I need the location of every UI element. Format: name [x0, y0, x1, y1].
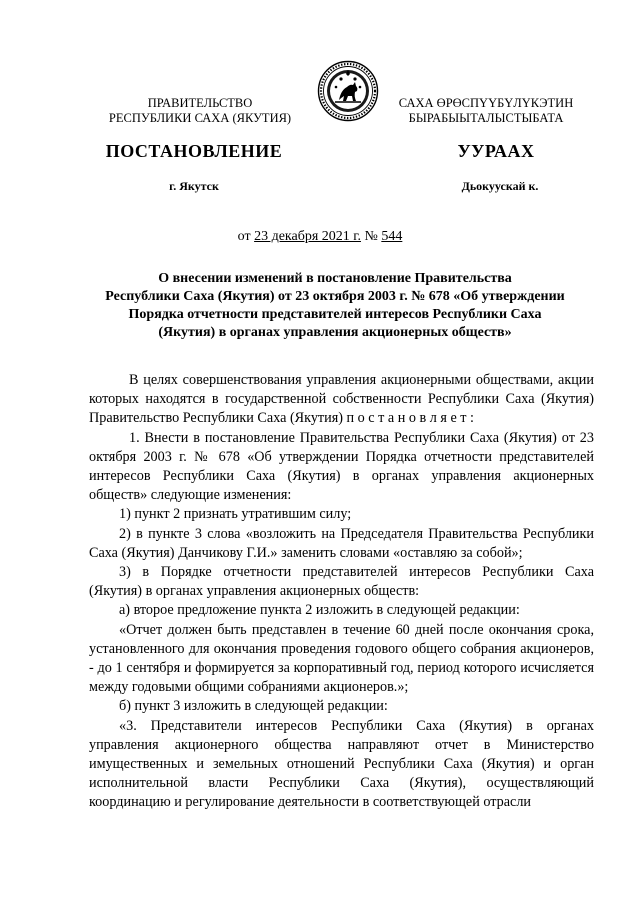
body-list-item: 2) в пункте 3 слова «возложить на Председателя Правительства Республики Саха (Якутия) Данчикову Г.И.» заменить словами «оставляю за собой»;: [89, 525, 594, 561]
body-quote: «Отчет должен быть представлен в течение 60 дней после окончания срока, установленного для окончания проведения годового общего собрания акционеров, - до 1 сентября и формируется за корпоративный год, период которого исчисляется между годовыми общими собраниями акционеров.»;: [89, 621, 594, 696]
header-right-line2: БЫРАБЫЫТАЛЫСТЫБАТА: [408, 111, 564, 125]
header-left: [80, 96, 320, 126]
body-list-item: 1) пункт 2 признать утратившим силу;: [119, 506, 352, 523]
city-ru: г. Якутск: [169, 179, 219, 193]
document-date: 23 декабря 2021 г.: [254, 229, 361, 244]
header-right: [366, 96, 606, 126]
body-paragraph: В целях совершенствования управления акционерными обществами, акции которых находятся в государственной собственности Республики Саха (Якутия) Правительство Республики Саха (Якутия) п о с т а н о в л я е т :: [89, 372, 594, 427]
dateline-prefix: от: [237, 229, 251, 244]
body-list-item: 3) в Порядке отчетности представителей интересов Республики Саха (Якутия) в органах управления акционерных обществ:: [89, 564, 594, 600]
subject-line: Республики Саха (Якутия) от 23 октября 2003 г. № 678 «Об утверждении: [105, 289, 565, 304]
document-subject: [85, 270, 585, 342]
document-title-sah: УУРААХ: [457, 141, 535, 161]
document-title-ru: ПОСТАНОВЛЕНИЕ: [105, 141, 283, 161]
header-left-line1: ПРАВИТЕЛЬСТВО: [147, 96, 253, 110]
subject-line: (Якутия) в органах управления акционерных обществ»: [158, 325, 512, 340]
body-quote: «3. Представители интересов Республики Саха (Якутия) в органах управления акционерного общества направляют отчет в Министерство имущественных и земельных отношений Республики Саха (Якутия) и орган исполнительной власти Республики Саха (Якутия), осуществляющий координацию и регулирование деятельности в соответствующей отрасли: [89, 717, 594, 811]
document-dateline: [0, 229, 640, 245]
body-paragraph: 1. Внести в постановление Правительства Республики Саха (Якутия) от 23 октября 2003 г. № 678 «Об утверждении Порядка отчетности представителей интересов Республики Саха (Якутия) в органах управления акционерных обществ» следующие изменения:: [89, 429, 594, 504]
number-sign: №: [364, 229, 378, 244]
header-right-line1: САХА ӨРӨСПҮҮБҮЛҮКЭТИН: [398, 96, 574, 110]
body-list-item: а) второе предложение пункта 2 изложить в следующей редакции:: [119, 602, 520, 619]
subject-line: Порядка отчетности представителей интересов Республики Саха: [128, 307, 542, 322]
header-left-line2: РЕСПУБЛИКИ САХА (ЯКУТИЯ): [108, 111, 292, 125]
body-list-item: б) пункт 3 изложить в следующей редакции:: [119, 698, 388, 715]
subject-line: О внесении изменений в постановление Правительства: [158, 271, 512, 286]
document-number: 544: [381, 229, 403, 244]
document-body: [89, 371, 594, 813]
city-sah: Дьокуускай к.: [461, 179, 539, 193]
